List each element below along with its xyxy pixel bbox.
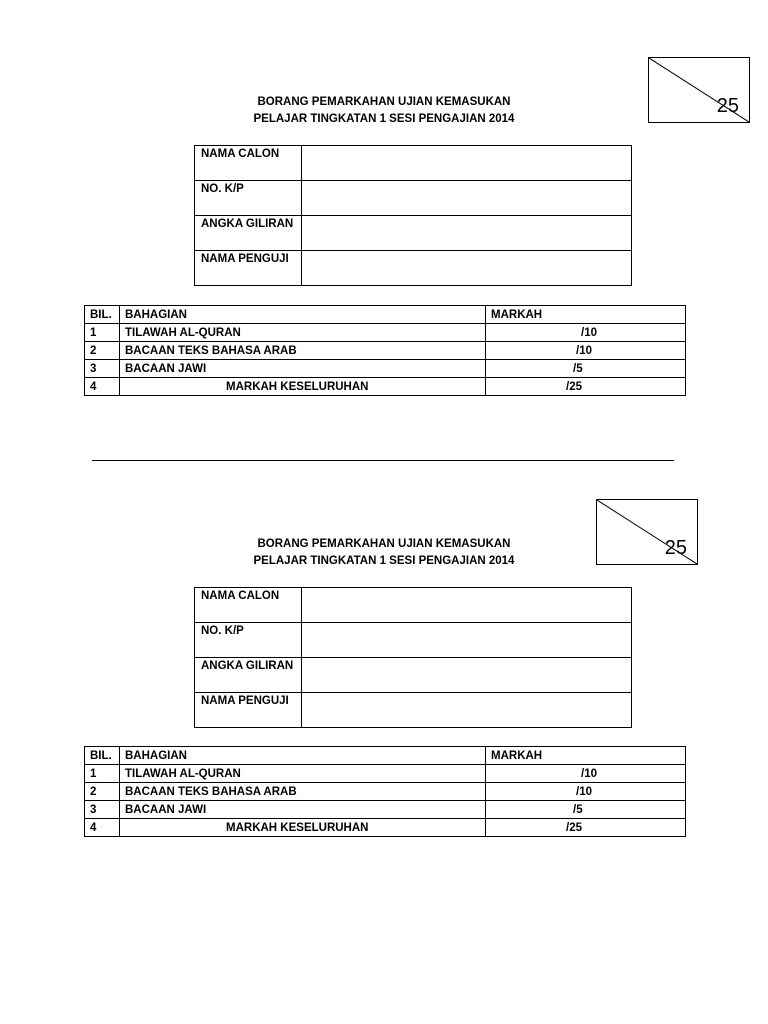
candidate-name-field[interactable]	[302, 588, 632, 623]
row-bil: 3	[85, 360, 120, 378]
info-row	[195, 216, 632, 251]
table-row	[85, 765, 686, 783]
row-markah[interactable]: /10	[486, 324, 686, 342]
marking-form-1	[0, 0, 768, 400]
candidate-info-table	[194, 587, 632, 728]
table-row	[85, 342, 686, 360]
row-markah[interactable]: /5	[486, 801, 686, 819]
row-markah[interactable]: /10	[486, 342, 686, 360]
ic-number-field[interactable]	[302, 623, 632, 658]
table-row	[85, 324, 686, 342]
table-row	[85, 378, 686, 396]
table-row	[85, 819, 686, 837]
info-row	[195, 251, 632, 286]
row-bil: 3	[85, 801, 120, 819]
marks-table	[84, 305, 686, 396]
row-bil: 4	[85, 378, 120, 396]
row-bahagian: BACAAN JAWI	[120, 360, 486, 378]
table-row	[85, 360, 686, 378]
row-bahagian: TILAWAH AL-QURAN	[120, 324, 486, 342]
info-row	[195, 693, 632, 728]
examiner-name-field[interactable]	[302, 251, 632, 286]
score-box-total: 25	[716, 95, 739, 117]
row-bil: 1	[85, 765, 120, 783]
row-bil: 4	[85, 819, 120, 837]
row-bahagian: TILAWAH AL-QURAN	[120, 765, 486, 783]
header-bil: BIL.	[85, 747, 120, 765]
info-label: NAMA CALON	[195, 588, 302, 623]
table-row	[85, 783, 686, 801]
info-label: NAMA CALON	[195, 146, 302, 181]
form-title-line-1: BORANG PEMARKAHAN UJIAN KEMASUKAN	[257, 538, 511, 550]
info-label: NO. K/P	[195, 181, 302, 216]
info-row	[195, 588, 632, 623]
table-row	[85, 801, 686, 819]
info-label: NO. K/P	[195, 623, 302, 658]
info-label: ANGKA GILIRAN	[195, 216, 302, 251]
header-bahagian: BAHAGIAN	[120, 306, 486, 324]
form-title-line-2: PELAJAR TINGKATAN 1 SESI PENGAJIAN 2014	[253, 555, 515, 567]
info-label: NAMA PENGUJI	[195, 693, 302, 728]
form-title-line-2: PELAJAR TINGKATAN 1 SESI PENGAJIAN 2014	[253, 113, 515, 125]
row-bil: 2	[85, 342, 120, 360]
row-bahagian: BACAAN JAWI	[120, 801, 486, 819]
info-row	[195, 146, 632, 181]
info-label: ANGKA GILIRAN	[195, 658, 302, 693]
row-bahagian-total: MARKAH KESELURUHAN	[120, 378, 486, 396]
marks-header-row	[85, 306, 686, 324]
info-row	[195, 181, 632, 216]
candidate-info-table	[194, 145, 632, 286]
marks-table	[84, 746, 686, 837]
marking-form-2	[0, 442, 768, 842]
total-score-box	[596, 499, 698, 565]
row-markah[interactable]: /10	[486, 783, 686, 801]
candidate-name-field[interactable]	[302, 146, 632, 181]
row-bil: 2	[85, 783, 120, 801]
total-score-box	[648, 57, 750, 123]
row-markah[interactable]: /10	[486, 765, 686, 783]
row-bil: 1	[85, 324, 120, 342]
info-row	[195, 658, 632, 693]
row-bahagian-total: MARKAH KESELURUHAN	[120, 819, 486, 837]
index-number-field[interactable]	[302, 658, 632, 693]
form-title-line-1: BORANG PEMARKAHAN UJIAN KEMASUKAN	[257, 96, 511, 108]
row-markah-total[interactable]: /25	[486, 819, 686, 837]
info-label: NAMA PENGUJI	[195, 251, 302, 286]
header-markah: MARKAH	[486, 306, 686, 324]
row-markah[interactable]: /5	[486, 360, 686, 378]
index-number-field[interactable]	[302, 216, 632, 251]
header-bahagian: BAHAGIAN	[120, 747, 486, 765]
ic-number-field[interactable]	[302, 181, 632, 216]
row-bahagian: BACAAN TEKS BAHASA ARAB	[120, 342, 486, 360]
marks-header-row	[85, 747, 686, 765]
header-markah: MARKAH	[486, 747, 686, 765]
row-bahagian: BACAAN TEKS BAHASA ARAB	[120, 783, 486, 801]
header-bil: BIL.	[85, 306, 120, 324]
row-markah-total[interactable]: /25	[486, 378, 686, 396]
info-row	[195, 623, 632, 658]
score-box-total: 25	[664, 537, 687, 559]
examiner-name-field[interactable]	[302, 693, 632, 728]
